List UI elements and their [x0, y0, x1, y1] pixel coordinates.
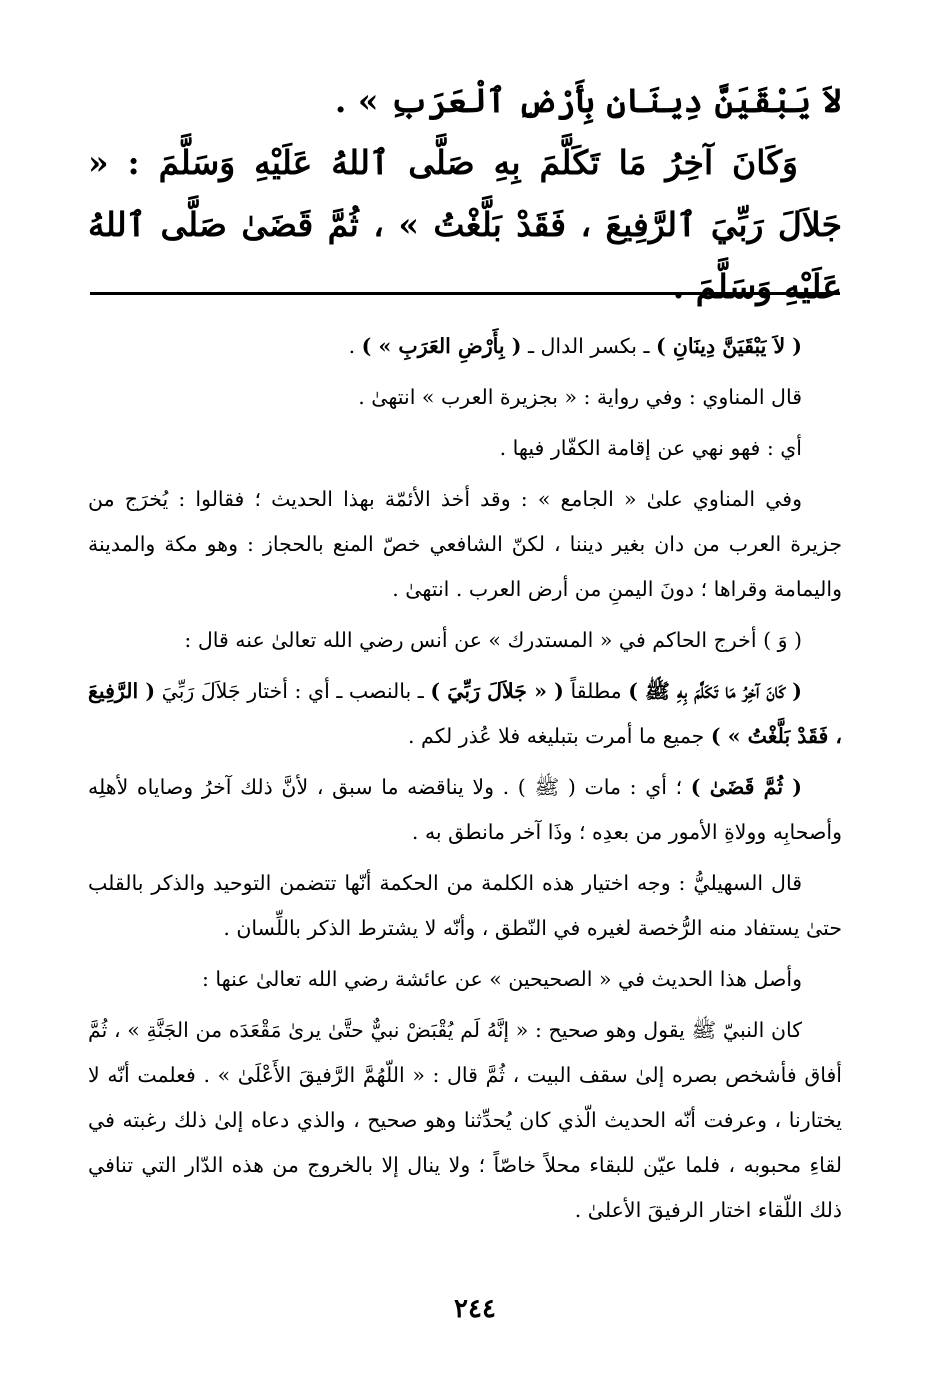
commentary-text: ـ بكسر الدال ـ: [521, 334, 656, 358]
commentary-paragraph: [88, 324, 842, 369]
quoted-phrase: ( الرَّفِيعَ ، فَقَدْ بَلَّغْتُ » ): [88, 679, 842, 748]
quoted-phrase: ( ثُمَّ قَضَىٰ ): [690, 775, 802, 799]
main-text-line: لاَ يَبْقَيَنَّ دِينَانِ بِأَرْضِ ٱلْعَرَبِ » .: [334, 81, 842, 120]
main-text-paragraph: وَكَانَ آخِرُ مَا تَكَلَّمَ بِهِ صَلَّى ٱللهُ عَلَيْهِ وَسَلَّمَ : « جَلاَلَ رَبِّيَ ٱلرَّفِيعَ ، فَقَدْ بَلَّغْتُ » ، ثُمَّ قَضَىٰ صَلَّى ٱللهُ عَلَيْهِ وَسَلَّمَ .: [88, 143, 842, 306]
quoted-phrase: ( لاَ يَبْقَيَنَّ دِينَانِ ): [655, 334, 802, 358]
commentary-paragraph: أي : فهو نهي عن إقامة الكفّار فيها .: [499, 436, 802, 460]
commentary-paragraph: كان النبيّ ﷺ يقول وهو صحيح : « إنَّهُ لَم يُقْبَضْ نبيٌّ حتَّىٰ يرىٰ مَقْعَدَه من الجَنَّةِ » ، ثُمَّ أفاق فأشخص بصره إلىٰ سقف البيت ، ثُمَّ قال : « اللّهُمَّ الرَّفيقَ الأَعْلَىٰ » . فعلمت أنّه لا يختارنا ، وعرفت أنّه الحديث الّذي كان يُحدِّثنا وهو صحيح ، والذي دعاه إلىٰ ذلك رغبته في لقاءِ محبوبه ، فلما عيّن للبقاء محلاً خاصّاً ؛ ولا ينال إلا بالخروج من هذه الدّار التي تنافي ذلك اللّقاء اختار الرفيقَ الأعلىٰ .: [88, 1018, 842, 1222]
quoted-phrase: ( كَانَ آخِرُ مَا تَكَلَّمَ بِهِ ﷺ ): [628, 679, 802, 703]
commentary-text: جميع ما أمرت بتبليغه فلا عُذر لكم .: [408, 724, 711, 748]
main-hadith-text: [88, 70, 842, 318]
commentary-paragraph: وفي المناوي علىٰ « الجامع » : وقد أخذ الأئمّة بهذا الحديث ؛ فقالوا : يُخرَج من جزيرة العرب من دان بغير ديننا ، لكنّ الشافعي خصّ المنع بالحجاز : وهو مكة والمدينة واليمامة وقراها ؛ دونَ اليمنِ من أرض العرب . انتهىٰ .: [88, 487, 842, 601]
commentary-text: مطلقاً: [563, 679, 629, 703]
page-number: ٢٤٤: [454, 1294, 496, 1324]
quoted-phrase: ( « جَلاَلَ رَبِّيَ ): [430, 679, 564, 703]
commentary-paragraph: [88, 765, 842, 855]
commentary: [88, 324, 842, 1239]
commentary-paragraph: [88, 669, 842, 759]
commentary-paragraph: قال السهيليُّ : وجه اختيار هذه الكلمة من الحكمة أنّها تتضمن التوحيد والذكر بالقلب حتىٰ يستفاد منه الرُّخصة لغيره في النّطق ، وأنّه لا يشترط الذكر باللِّسان .: [88, 871, 842, 940]
commentary-paragraph: وأصل هذا الحديث في « الصحيحين » عن عائشة رضي الله تعالىٰ عنها :: [201, 967, 802, 991]
commentary-paragraph: قال المناوي : وفي رواية : « بجزيرة العرب » انتهىٰ .: [358, 385, 802, 409]
footnote-separator: [90, 292, 840, 295]
commentary-text: ـ بالنصب ـ أي : أختار جَلاَلَ رَبِّيَ: [155, 679, 431, 703]
commentary-text: ؛ أي : مات ( ﷺ ) . ولا يناقضه ما سبق ، لأنَّ ذلك آخرُ وصاياه لأهلِه وأصحابِه وولاةِ الأمور من بعدِه ؛ وذَا آخر مانطق به .: [88, 775, 842, 844]
quoted-phrase: ( بِأَرْضِ العَرَبِ » ): [361, 334, 522, 358]
commentary-paragraph: ( وَ ) أخرج الحاكم في « المستدرك » عن أنس رضي الله تعالىٰ عنه قال :: [184, 628, 802, 652]
commentary-text: .: [348, 334, 362, 358]
